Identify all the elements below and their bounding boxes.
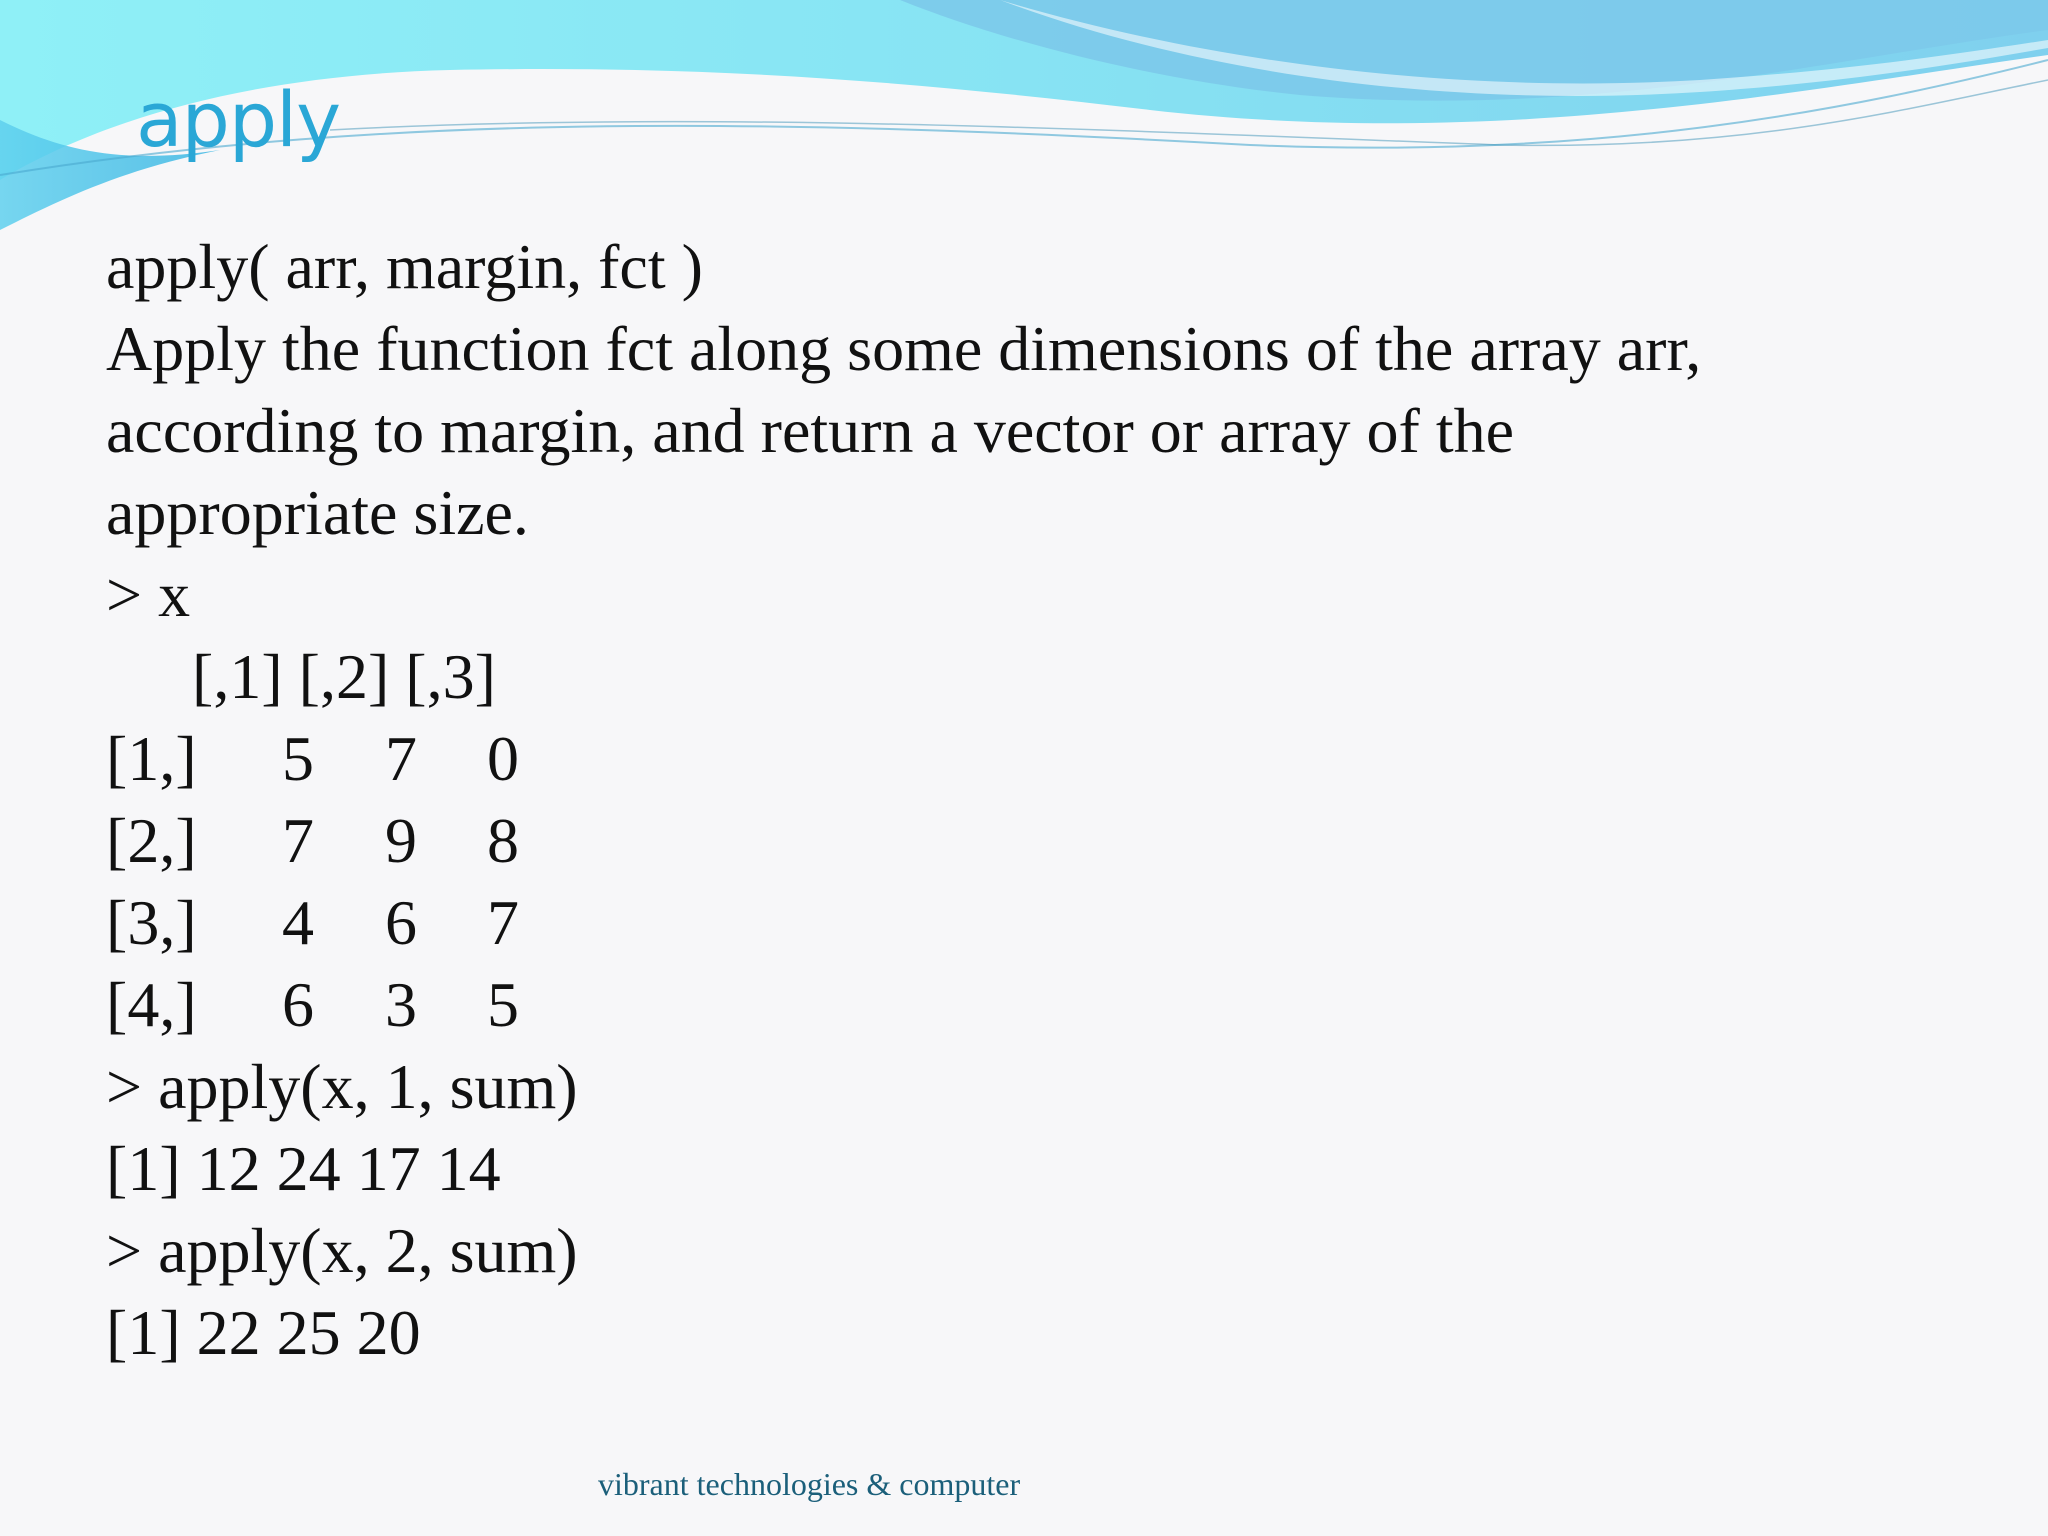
prompt-x: > x [106, 559, 191, 630]
matrix-cell: 3 [385, 969, 417, 1040]
matrix-row [106, 964, 1966, 1046]
output-apply-columns: [1] 22 25 20 [106, 1297, 421, 1368]
matrix-cell: 6 [385, 887, 417, 958]
description-line-3: appropriate size. [106, 477, 529, 548]
matrix-cell: 7 [282, 805, 314, 876]
slide-title: apply [136, 75, 341, 164]
command-apply-columns: > apply(x, 2, sum) [106, 1215, 578, 1286]
matrix-cell: 5 [282, 723, 314, 794]
matrix-row-label: [4,] [106, 969, 197, 1040]
slide-body [106, 226, 1966, 1374]
footer-text: vibrant technologies & computer [598, 1466, 1021, 1502]
output-apply-rows: [1] 12 24 17 14 [106, 1133, 501, 1204]
matrix-cell: 8 [487, 805, 519, 876]
function-signature: apply( arr, margin, fct ) [106, 231, 703, 302]
matrix-row-label: [3,] [106, 887, 197, 958]
matrix-row-label: [1,] [106, 723, 197, 794]
matrix-row-label: [2,] [106, 805, 197, 876]
description-line-1: Apply the function fct along some dimensions of the array arr, [106, 313, 1702, 384]
matrix-cell: 7 [385, 723, 417, 794]
matrix-row [106, 718, 1966, 800]
matrix-cell: 4 [282, 887, 314, 958]
matrix-cell: 6 [282, 969, 314, 1040]
command-apply-rows: > apply(x, 1, sum) [106, 1051, 578, 1122]
matrix-cell: 9 [385, 805, 417, 876]
matrix-cell: 7 [487, 887, 519, 958]
matrix-cell: 5 [487, 969, 519, 1040]
matrix-row [106, 882, 1966, 964]
matrix-column-header: [,1] [,2] [,3] [192, 641, 496, 712]
description-line-2: according to margin, and return a vector or array of the [106, 395, 1514, 466]
matrix-row [106, 800, 1966, 882]
matrix-cell: 0 [487, 723, 519, 794]
